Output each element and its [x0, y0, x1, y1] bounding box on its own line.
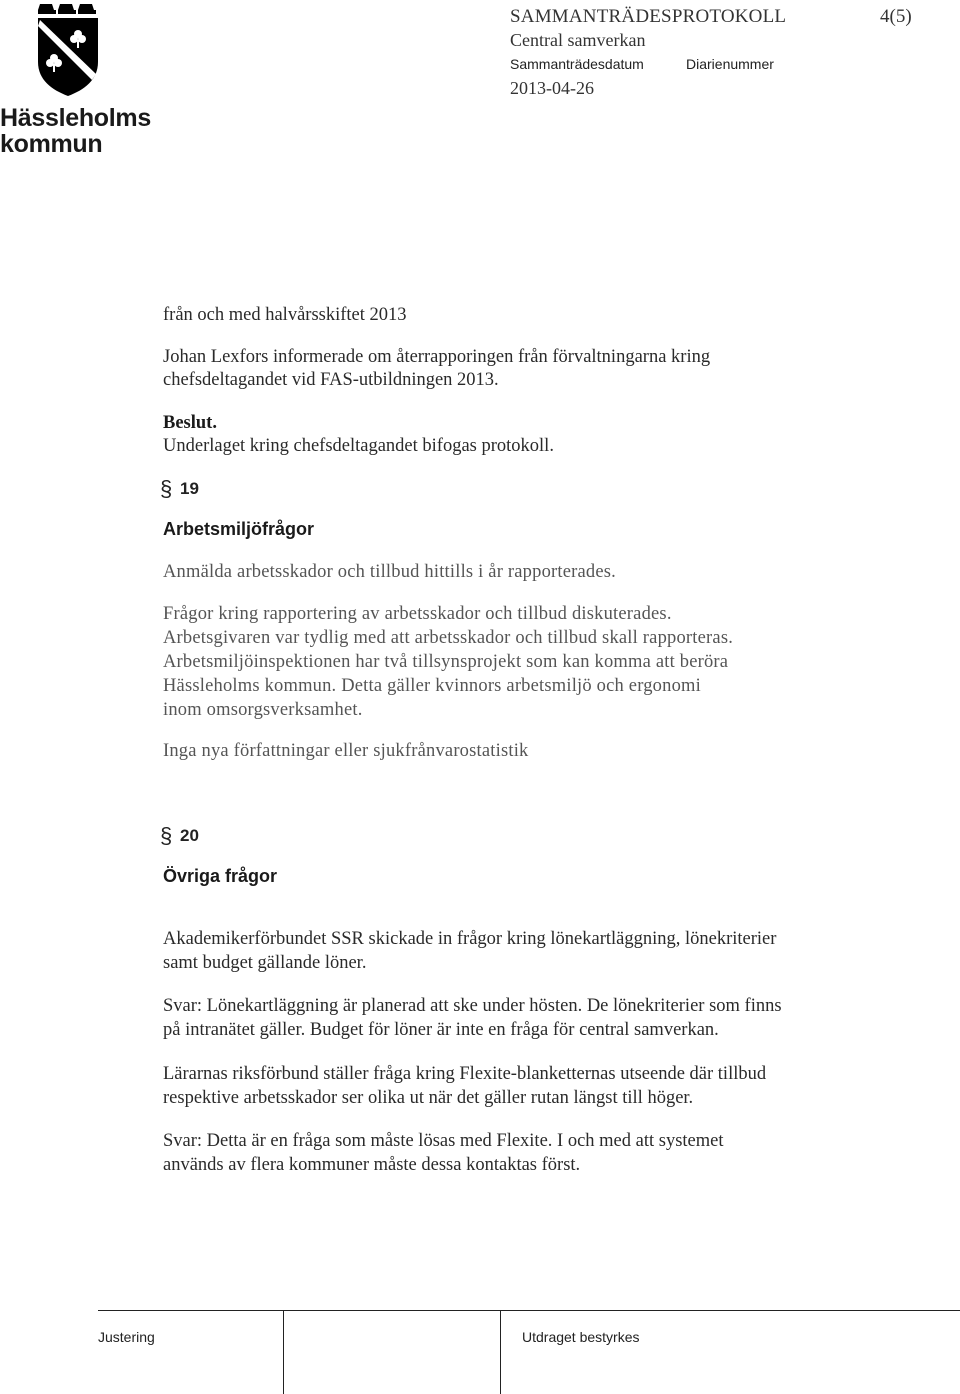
- meeting-date: 2013-04-26: [510, 78, 594, 98]
- document-title: SAMMANTRÄDESPROTOKOLL: [510, 6, 787, 27]
- logo-text-line2: kommun: [0, 130, 103, 158]
- section-symbol: §: [160, 476, 173, 501]
- justering-label: Justering: [98, 1329, 155, 1345]
- paragraph-line: Svar: Lönekartläggning är planerad att ske under hösten. De lönekriterier som finns: [163, 996, 782, 1016]
- footer-divider: [283, 1310, 284, 1394]
- meeting-date-label: Sammanträdesdatum: [510, 56, 644, 72]
- section-heading: Övriga frågor: [163, 866, 278, 886]
- utdrag-label: Utdraget bestyrkes: [522, 1329, 640, 1345]
- paragraph-line: på intranätet gäller. Budget för löner är inte en fråga för central samverkan.: [163, 1020, 719, 1040]
- paragraph: Inga nya författningar eller sjukfrånvarostatistik: [163, 741, 529, 761]
- paragraph-line: Frågor kring rapportering av arbetsskador och tillbud diskuterades.: [163, 604, 672, 624]
- decision-text: Underlaget kring chefsdeltagandet bifogas protokoll.: [163, 436, 554, 456]
- section-number: 20: [180, 826, 199, 845]
- paragraph-line: används av flera kommuner måste dessa kontaktas först.: [163, 1155, 581, 1175]
- paragraph-line: Arbetsmiljöinspektionen har två tillsynsprojekt som kan komma att beröra: [163, 652, 729, 672]
- paragraph-line: Arbetsgivaren var tydlig med att arbetsskador och tillbud skall rapporteras.: [163, 628, 734, 648]
- footer-rule: [98, 1310, 960, 1311]
- section-number: 19: [180, 479, 199, 498]
- paragraph-line: Svar: Detta är en fråga som måste lösas med Flexite. I och med att systemet: [163, 1131, 724, 1151]
- paragraph: Anmälda arbetsskador och tillbud hittills i år rapporterades.: [163, 562, 616, 582]
- paragraph-line: Lärarnas riksförbund ställer fråga kring Flexite-blanketternas utseende där tillbud: [163, 1064, 767, 1084]
- paragraph-line: respektive arbetsskador ser olika ut när det gäller rutan längst till höger.: [163, 1088, 694, 1108]
- decision-heading: Beslut.: [163, 413, 217, 433]
- reg-number-label: Diarienummer: [686, 56, 774, 72]
- section-heading: Arbetsmiljöfrågor: [163, 519, 315, 539]
- page-number: 4(5): [880, 6, 912, 27]
- logo-text-line1: Hässleholms: [0, 104, 151, 132]
- paragraph-line: Akademikerförbundet SSR skickade in frågor kring lönekartläggning, lönekriterier: [163, 929, 777, 949]
- paragraph-line: chefsdeltagandet vid FAS-utbildningen 2013.: [163, 370, 499, 390]
- paragraph: från och med halvårsskiftet 2013: [163, 305, 407, 325]
- municipality-logo: [0, 0, 160, 160]
- paragraph-line: samt budget gällande löner.: [163, 953, 367, 973]
- paragraph-line: Johan Lexfors informerade om återrapporingen från förvaltningarna kring: [163, 347, 711, 367]
- footer-divider: [500, 1310, 501, 1394]
- paragraph-line: Hässleholms kommun. Detta gäller kvinnors arbetsmiljö och ergonomi: [163, 676, 701, 696]
- paragraph-line: inom omsorgsverksamhet.: [163, 700, 363, 720]
- document-subtitle: Central samverkan: [510, 30, 646, 50]
- section-symbol: §: [160, 823, 173, 848]
